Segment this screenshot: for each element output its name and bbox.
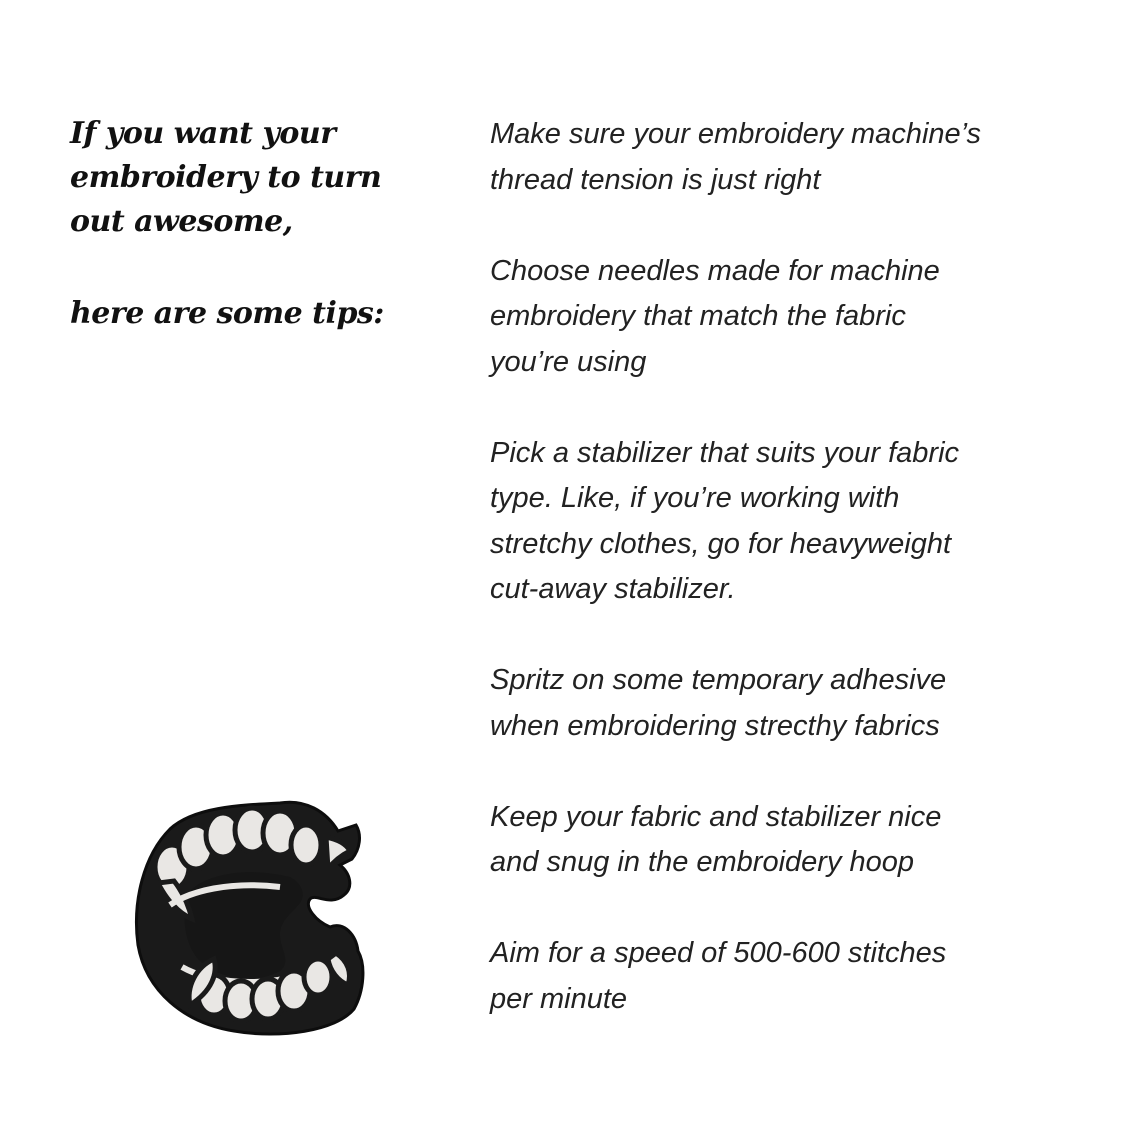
intro-line-1: If you want your [70, 116, 336, 151]
tip-line: Aim for a speed of 500-600 stitches [490, 937, 947, 969]
tip-speed [490, 931, 1090, 1022]
tip-adhesive [490, 658, 1090, 749]
intro-lead-in: here are some tips: [70, 296, 384, 331]
tip-line: you’re using [490, 345, 647, 378]
tip-line: embroidery that match the fabric [490, 300, 906, 332]
tip-hoop [490, 795, 1090, 886]
intro-spacer [70, 244, 450, 292]
tip-line: per minute [490, 982, 628, 1015]
tip-line: type. Like, if you’re working with [490, 482, 900, 514]
intro-line-3: out awesome, [70, 204, 293, 239]
tip-line: Spritz on some temporary adhesive [490, 664, 947, 696]
tip-line: when embroidering strecthy fabrics [490, 709, 940, 742]
vampire-fangs-patch-icon [130, 795, 370, 1040]
tip-line: cut-away stabilizer. [490, 573, 736, 605]
intro-heading [70, 112, 450, 336]
intro-line-2: embroidery to turn [70, 160, 382, 195]
tips-list [490, 112, 1090, 1022]
tip-line: Keep your fabric and stabilizer nice [490, 800, 942, 833]
tip-line: and snug in the embroidery hoop [490, 846, 915, 878]
tip-line: Choose needles made for machine [490, 254, 940, 287]
tip-stabilizer [490, 431, 1090, 613]
tip-line: Make sure your embroidery machine’s [490, 118, 982, 150]
tip-thread-tension [490, 112, 1090, 203]
tip-line: stretchy clothes, go for heavyweight [490, 527, 952, 560]
tip-needles [490, 249, 1090, 386]
tip-line: thread tension is just right [490, 163, 821, 196]
tip-line: Pick a stabilizer that suits your fabric [490, 436, 960, 469]
